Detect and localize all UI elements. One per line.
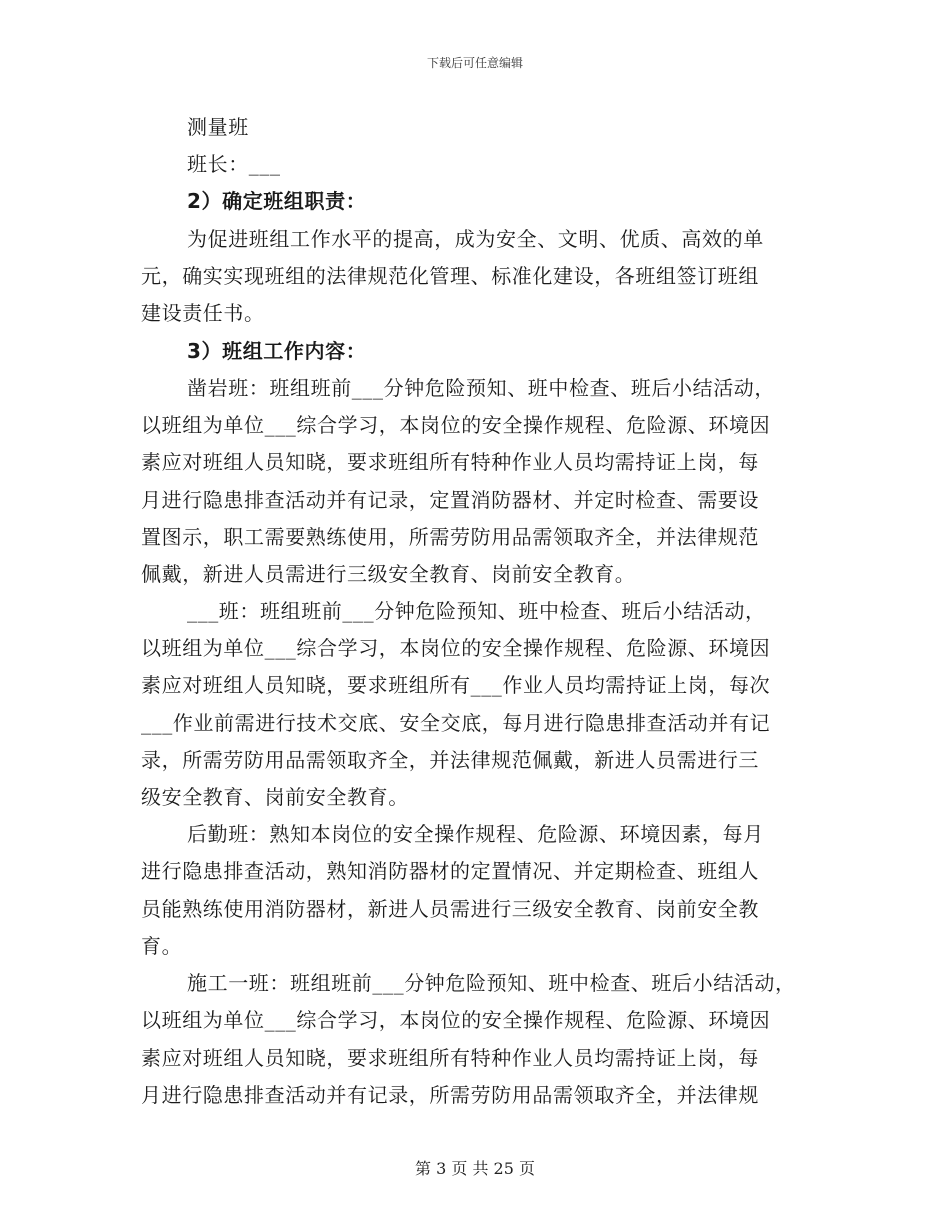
paragraph-line: 录，所需劳防用品需领取齐全，并法律规范佩戴，新进人员需进行三 — [141, 748, 759, 772]
paragraph-line: 育。 — [141, 934, 183, 958]
paragraph-line: 施工一班：班组班前___分钟危险预知、班中检查、班后小结活动， — [187, 971, 796, 995]
paragraph-line: 级安全教育、岗前安全教育。 — [141, 785, 409, 809]
paragraph-line: ___班：班组班前___分钟危险预知、班中检查、班后小结活动， — [187, 599, 766, 623]
paragraph-line: 凿岩班：班组班前___分钟危险预知、班中检查、班后小结活动， — [187, 376, 775, 400]
paragraph-line: 佩戴，新进人员需进行三级安全教育、岗前安全教育。 — [141, 562, 636, 586]
paragraph-line: 以班组为单位___综合学习，本岗位的安全操作规程、危险源、环境因 — [141, 1008, 771, 1032]
paragraph-line: 建设责任书。 — [141, 301, 265, 325]
paragraph-line: 素应对班组人员知晓，要求班组所有___作业人员均需持证上岗，每次 — [141, 673, 771, 697]
page-header: 下载后可任意编辑 — [426, 56, 523, 70]
paragraph-line: 进行隐患排查活动，熟知消防器材的定置情况、并定期检查、班组人 — [141, 859, 759, 883]
section-heading: 2）确定班组职责： — [187, 189, 367, 213]
paragraph-line: ___作业前需进行技术交底、安全交底，每月进行隐患排查活动并有记 — [141, 711, 771, 735]
paragraph-line: 以班组为单位___综合学习，本岗位的安全操作规程、危险源、环境因 — [141, 413, 771, 437]
team-name-line: 测量班 — [187, 115, 249, 139]
page-number-footer: 第 3 页 共 25 页 — [415, 1159, 535, 1178]
paragraph-line: 素应对班组人员知晓，要求班组所有特种作业人员均需持证上岗，每 — [141, 450, 759, 474]
paragraph-line: 员能熟练使用消防器材，新进人员需进行三级安全教育、岗前安全教 — [141, 897, 759, 921]
paragraph-line: 为促进班组工作水平的提高，成为安全、文明、优质、高效的单 — [187, 227, 764, 251]
paragraph-line: 月进行隐患排查活动并有记录，所需劳防用品需领取齐全，并法律规 — [141, 1083, 759, 1107]
section-heading: 3）班组工作内容： — [187, 339, 367, 363]
paragraph-line: 素应对班组人员知晓，要求班组所有特种作业人员均需持证上岗，每 — [141, 1046, 759, 1070]
paragraph-line: 置图示，职工需要熟练使用，所需劳防用品需领取齐全，并法律规范 — [141, 525, 759, 549]
paragraph-line: 以班组为单位___综合学习，本岗位的安全操作规程、危险源、环境因 — [141, 636, 771, 660]
team-leader-line: 班长：___ — [187, 152, 281, 176]
paragraph-line: 元，确实实现班组的法律规范化管理、标准化建设，各班组签订班组 — [141, 264, 759, 288]
paragraph-line: 月进行隐患排查活动并有记录，定置消防器材、并定时检查、需要设 — [141, 488, 759, 512]
paragraph-line: 后勤班：熟知本岗位的安全操作规程、危险源、环境因素，每月 — [187, 822, 764, 846]
